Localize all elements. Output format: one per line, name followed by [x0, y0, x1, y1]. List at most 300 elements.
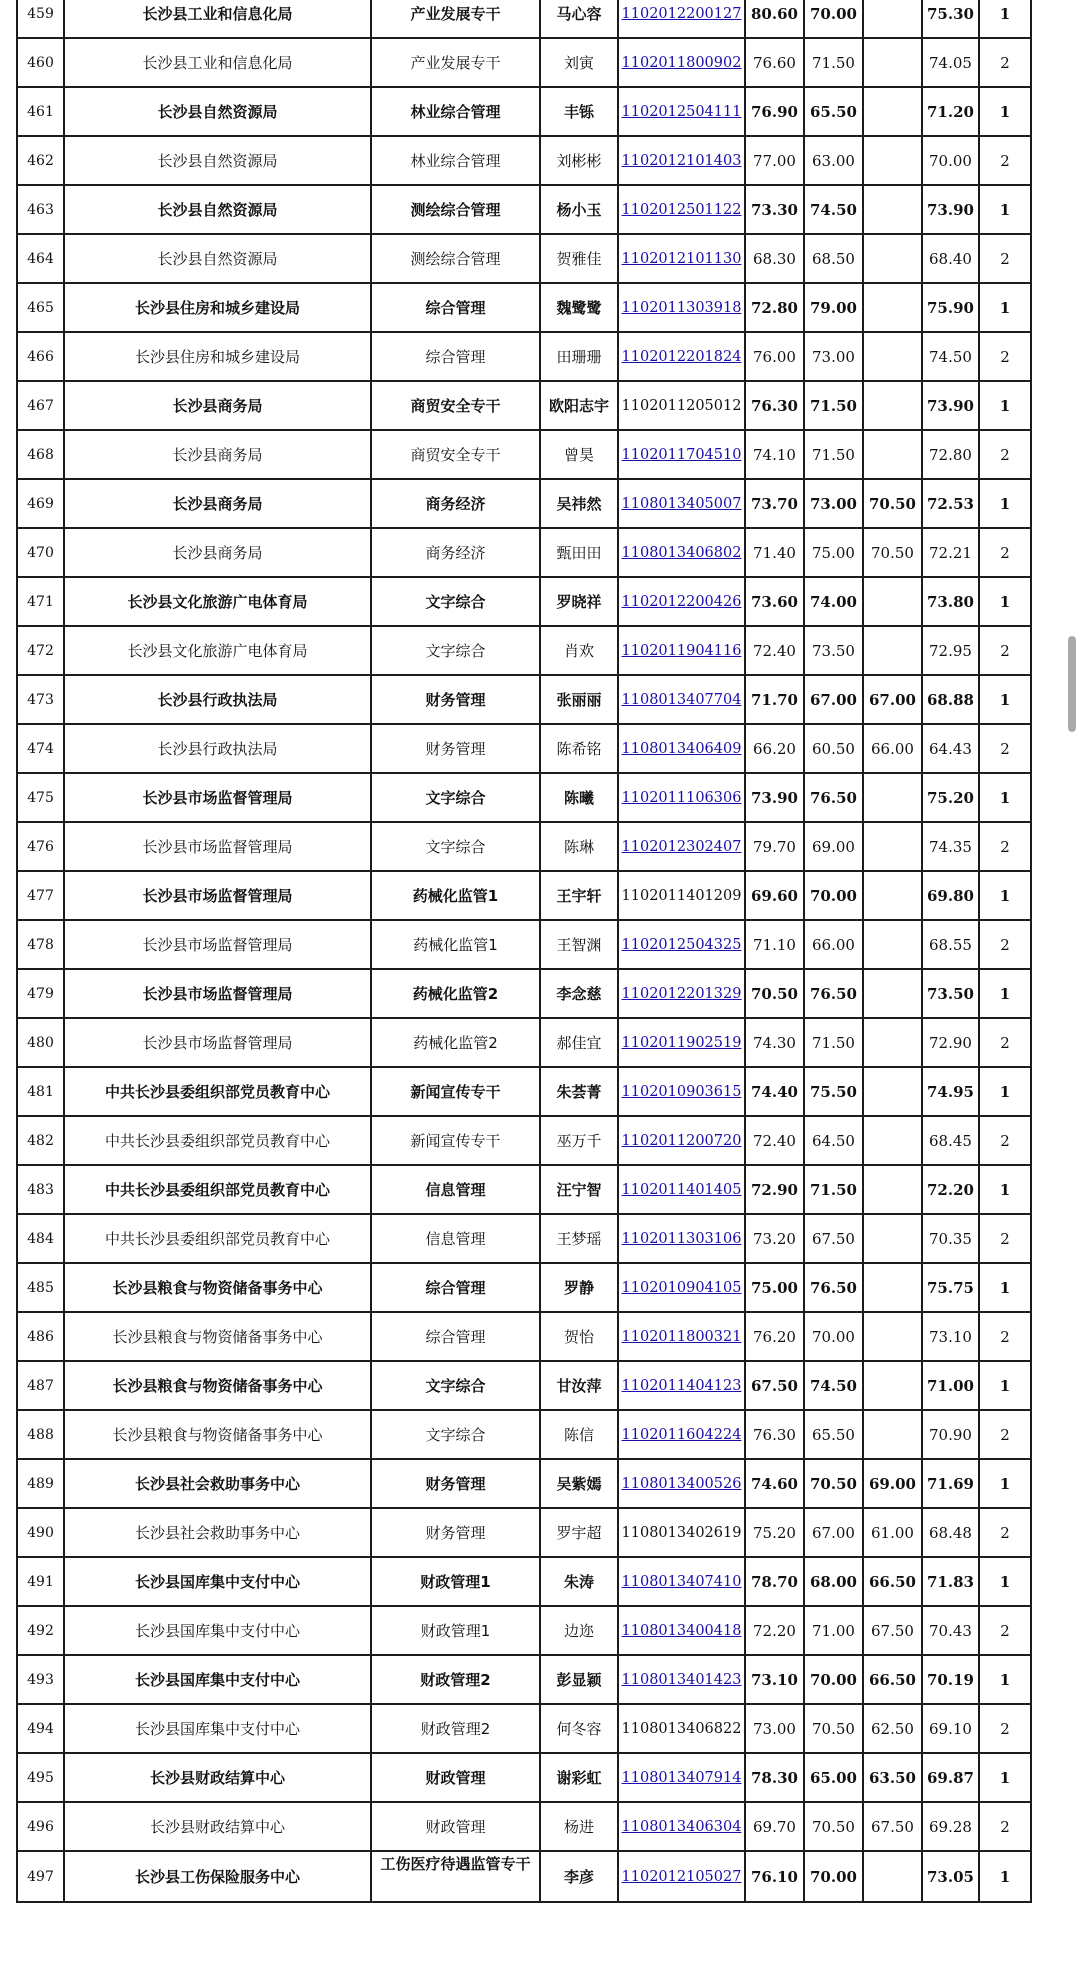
row-number-cell: 461 [17, 87, 64, 136]
written-score-cell: 77.00 [745, 136, 804, 185]
table-row [17, 1655, 1031, 1704]
professional-score-cell [863, 773, 922, 822]
employer-unit-cell: 长沙县市场监督管理局 [64, 920, 371, 969]
exam-ticket-link[interactable]: 1108013406304 [621, 1818, 742, 1835]
total-score-cell: 68.45 [922, 1116, 979, 1165]
exam-ticket-link[interactable]: 1108013400526 [621, 1475, 742, 1492]
rank-cell: 2 [979, 626, 1031, 675]
exam-ticket-number-cell [618, 773, 745, 822]
professional-score-cell [863, 87, 922, 136]
total-score-cell: 73.50 [922, 969, 979, 1018]
exam-ticket-number-cell [618, 283, 745, 332]
professional-score-cell: 67.50 [863, 1802, 922, 1851]
candidate-name-cell: 边迩 [540, 1606, 618, 1655]
written-score-cell: 72.90 [745, 1165, 804, 1214]
position-name-cell: 商务经济 [371, 528, 540, 577]
written-score-cell: 67.50 [745, 1361, 804, 1410]
table-row [17, 1067, 1031, 1116]
rank-cell: 2 [979, 1802, 1031, 1851]
row-number-cell: 481 [17, 1067, 64, 1116]
exam-ticket-link[interactable]: 1102011303106 [621, 1230, 742, 1247]
position-name-cell: 信息管理 [371, 1165, 540, 1214]
exam-ticket-link[interactable]: 1102011800902 [621, 54, 742, 71]
professional-score-cell: 66.50 [863, 1655, 922, 1704]
exam-ticket-text: 1108013406822 [621, 1720, 742, 1737]
total-score-cell: 70.19 [922, 1655, 979, 1704]
total-score-cell: 72.80 [922, 430, 979, 479]
employer-unit-cell: 长沙县自然资源局 [64, 234, 371, 283]
written-score-cell: 76.60 [745, 38, 804, 87]
exam-ticket-number-cell [618, 920, 745, 969]
table-row [17, 1851, 1031, 1902]
exam-ticket-number-cell [618, 577, 745, 626]
interview-score-cell: 73.00 [804, 479, 863, 528]
employer-unit-cell: 长沙县社会救助事务中心 [64, 1508, 371, 1557]
position-name-cell: 文字综合 [371, 626, 540, 675]
rank-cell: 2 [979, 920, 1031, 969]
employer-unit-cell: 长沙县国库集中支付中心 [64, 1557, 371, 1606]
employer-unit-cell: 中共长沙县委组织部党员教育中心 [64, 1116, 371, 1165]
table-row [17, 724, 1031, 773]
candidate-name-cell: 李彦 [540, 1851, 618, 1902]
candidate-name-cell: 巫万千 [540, 1116, 618, 1165]
table-row [17, 1459, 1031, 1508]
rank-cell: 1 [979, 0, 1031, 38]
table-row [17, 1802, 1031, 1851]
interview-score-cell: 71.50 [804, 1018, 863, 1067]
exam-ticket-link[interactable]: 1108013407914 [621, 1769, 742, 1786]
exam-ticket-number-cell [618, 871, 745, 920]
interview-score-cell: 76.50 [804, 773, 863, 822]
written-score-cell: 71.40 [745, 528, 804, 577]
row-number-cell: 475 [17, 773, 64, 822]
professional-score-cell [863, 136, 922, 185]
rank-cell: 2 [979, 1214, 1031, 1263]
row-number-cell: 489 [17, 1459, 64, 1508]
interview-score-cell: 75.00 [804, 528, 863, 577]
employer-unit-cell: 中共长沙县委组织部党员教育中心 [64, 1214, 371, 1263]
rank-cell: 1 [979, 1655, 1031, 1704]
position-name-cell: 药械化监管1 [371, 871, 540, 920]
employer-unit-cell: 长沙县商务局 [64, 381, 371, 430]
employer-unit-cell: 长沙县市场监督管理局 [64, 773, 371, 822]
exam-ticket-link[interactable]: 1108013406409 [621, 740, 742, 757]
table-row [17, 1165, 1031, 1214]
row-number-cell: 487 [17, 1361, 64, 1410]
professional-score-cell [863, 283, 922, 332]
written-score-cell: 69.60 [745, 871, 804, 920]
employer-unit-cell: 长沙县市场监督管理局 [64, 822, 371, 871]
rank-cell: 1 [979, 871, 1031, 920]
total-score-cell: 68.55 [922, 920, 979, 969]
written-score-cell: 76.90 [745, 87, 804, 136]
exam-ticket-link[interactable]: 1102012201329 [621, 985, 742, 1002]
written-score-cell: 71.10 [745, 920, 804, 969]
rank-cell: 2 [979, 1410, 1031, 1459]
table-row [17, 0, 1031, 38]
written-score-cell: 78.70 [745, 1557, 804, 1606]
professional-score-cell [863, 1116, 922, 1165]
professional-score-cell [863, 1851, 922, 1902]
candidate-name-cell: 欧阳志宇 [540, 381, 618, 430]
professional-score-cell [863, 871, 922, 920]
rank-cell: 2 [979, 1606, 1031, 1655]
exam-ticket-number-cell [618, 1312, 745, 1361]
candidate-name-cell: 丰铄 [540, 87, 618, 136]
table-row [17, 1704, 1031, 1753]
interview-score-cell: 70.00 [804, 1851, 863, 1902]
exam-ticket-link[interactable]: 1102012105027 [621, 1868, 742, 1885]
employer-unit-cell: 长沙县粮食与物资储备事务中心 [64, 1263, 371, 1312]
exam-ticket-link[interactable]: 1102010904105 [621, 1279, 742, 1296]
interview-score-cell: 71.50 [804, 1165, 863, 1214]
exam-ticket-number-cell [618, 1165, 745, 1214]
exam-ticket-number-cell [618, 479, 745, 528]
row-number-cell: 485 [17, 1263, 64, 1312]
total-score-cell: 75.30 [922, 0, 979, 38]
rank-cell: 1 [979, 675, 1031, 724]
written-score-cell: 73.90 [745, 773, 804, 822]
exam-ticket-link[interactable]: 1102011604224 [621, 1426, 742, 1443]
exam-ticket-link[interactable]: 1108013406802 [621, 544, 742, 561]
exam-ticket-text: 1108013402619 [621, 1524, 742, 1541]
employer-unit-cell: 中共长沙县委组织部党员教育中心 [64, 1165, 371, 1214]
row-number-cell: 463 [17, 185, 64, 234]
rank-cell: 2 [979, 1018, 1031, 1067]
total-score-cell: 75.90 [922, 283, 979, 332]
exam-ticket-link[interactable]: 1102012101403 [621, 152, 742, 169]
exam-ticket-link[interactable]: 1102012302407 [621, 838, 742, 855]
position-name-cell: 林业综合管理 [371, 136, 540, 185]
exam-ticket-link[interactable]: 1108013407410 [621, 1573, 742, 1590]
candidate-name-cell: 田珊珊 [540, 332, 618, 381]
row-number-cell: 472 [17, 626, 64, 675]
written-score-cell: 73.30 [745, 185, 804, 234]
employer-unit-cell: 长沙县粮食与物资储备事务中心 [64, 1361, 371, 1410]
total-score-cell: 70.43 [922, 1606, 979, 1655]
professional-score-cell [863, 430, 922, 479]
exam-ticket-number-cell [618, 38, 745, 87]
table-row [17, 1410, 1031, 1459]
total-score-cell: 69.28 [922, 1802, 979, 1851]
exam-ticket-number-cell [618, 136, 745, 185]
exam-ticket-link[interactable]: 1102012504325 [621, 936, 742, 953]
exam-ticket-link[interactable]: 1102012200426 [621, 593, 742, 610]
exam-ticket-number-cell [618, 1067, 745, 1116]
rank-cell: 1 [979, 773, 1031, 822]
total-score-cell: 69.80 [922, 871, 979, 920]
position-name-cell: 综合管理 [371, 1263, 540, 1312]
total-score-cell: 68.88 [922, 675, 979, 724]
total-score-cell: 71.00 [922, 1361, 979, 1410]
interview-score-cell: 76.50 [804, 969, 863, 1018]
table-row [17, 871, 1031, 920]
candidate-name-cell: 谢彩虹 [540, 1753, 618, 1802]
total-score-cell: 72.95 [922, 626, 979, 675]
employer-unit-cell: 长沙县自然资源局 [64, 185, 371, 234]
row-number-cell: 467 [17, 381, 64, 430]
professional-score-cell [863, 0, 922, 38]
professional-score-cell [863, 381, 922, 430]
exam-ticket-link[interactable]: 1108013400418 [621, 1622, 742, 1639]
exam-ticket-number-cell [618, 1018, 745, 1067]
exam-ticket-link[interactable]: 1102011404123 [621, 1377, 742, 1394]
table-row [17, 1361, 1031, 1410]
rank-cell: 1 [979, 1459, 1031, 1508]
position-name-cell: 文字综合 [371, 577, 540, 626]
employer-unit-cell: 长沙县文化旅游广电体育局 [64, 577, 371, 626]
rank-cell: 2 [979, 38, 1031, 87]
rank-cell: 2 [979, 1116, 1031, 1165]
position-name-cell: 财务管理 [371, 724, 540, 773]
row-number-cell: 484 [17, 1214, 64, 1263]
candidate-name-cell: 马心容 [540, 0, 618, 38]
exam-ticket-link[interactable]: 1102012201824 [621, 348, 742, 365]
position-name-cell: 信息管理 [371, 1214, 540, 1263]
exam-ticket-link[interactable]: 1102012101130 [621, 250, 742, 267]
total-score-cell: 68.40 [922, 234, 979, 283]
table-row [17, 528, 1031, 577]
employer-unit-cell: 长沙县自然资源局 [64, 136, 371, 185]
exam-ticket-number-cell [618, 430, 745, 479]
total-score-cell: 70.90 [922, 1410, 979, 1459]
interview-score-cell: 70.50 [804, 1459, 863, 1508]
candidate-name-cell: 朱涛 [540, 1557, 618, 1606]
exam-ticket-number-cell [618, 528, 745, 577]
written-score-cell: 76.10 [745, 1851, 804, 1902]
exam-ticket-link[interactable]: 1108013401423 [621, 1671, 742, 1688]
row-number-cell: 460 [17, 38, 64, 87]
written-score-cell: 76.30 [745, 381, 804, 430]
row-number-cell: 486 [17, 1312, 64, 1361]
candidate-name-cell: 李念慈 [540, 969, 618, 1018]
exam-ticket-link[interactable]: 1102011904116 [621, 642, 742, 659]
candidate-name-cell: 甄田田 [540, 528, 618, 577]
candidate-name-cell: 吴紫嫣 [540, 1459, 618, 1508]
rank-cell: 2 [979, 234, 1031, 283]
table-row [17, 87, 1031, 136]
interview-score-cell: 68.50 [804, 234, 863, 283]
professional-score-cell [863, 185, 922, 234]
employer-unit-cell: 长沙县国库集中支付中心 [64, 1655, 371, 1704]
rank-cell: 1 [979, 1557, 1031, 1606]
employer-unit-cell: 长沙县粮食与物资储备事务中心 [64, 1410, 371, 1459]
professional-score-cell [863, 822, 922, 871]
rank-cell: 1 [979, 1165, 1031, 1214]
candidate-name-cell: 刘寅 [540, 38, 618, 87]
position-name-cell: 财政管理2 [371, 1655, 540, 1704]
table-row [17, 577, 1031, 626]
vertical-scrollbar-thumb[interactable] [1068, 636, 1076, 732]
exam-ticket-link[interactable]: 1108013405007 [621, 495, 742, 512]
candidate-name-cell: 陈信 [540, 1410, 618, 1459]
exam-ticket-number-cell [618, 626, 745, 675]
exam-ticket-link[interactable]: 1102012504111 [621, 103, 742, 120]
employer-unit-cell: 长沙县住房和城乡建设局 [64, 332, 371, 381]
position-name-cell: 财务管理 [371, 1508, 540, 1557]
employer-unit-cell: 长沙县文化旅游广电体育局 [64, 626, 371, 675]
professional-score-cell [863, 577, 922, 626]
interview-score-cell: 60.50 [804, 724, 863, 773]
written-score-cell: 79.70 [745, 822, 804, 871]
interview-score-cell: 65.50 [804, 87, 863, 136]
table-row [17, 38, 1031, 87]
interview-score-cell: 65.00 [804, 1753, 863, 1802]
table-row [17, 479, 1031, 528]
table-row [17, 1018, 1031, 1067]
results-table [16, 0, 1032, 1903]
employer-unit-cell: 长沙县财政结算中心 [64, 1802, 371, 1851]
position-name-cell: 药械化监管2 [371, 1018, 540, 1067]
written-score-cell: 78.30 [745, 1753, 804, 1802]
candidate-name-cell: 罗静 [540, 1263, 618, 1312]
candidate-name-cell: 王智渊 [540, 920, 618, 969]
exam-ticket-number-cell [618, 234, 745, 283]
professional-score-cell: 63.50 [863, 1753, 922, 1802]
candidate-name-cell: 王宇轩 [540, 871, 618, 920]
exam-ticket-link[interactable]: 1102012501122 [621, 201, 742, 218]
table-row [17, 1312, 1031, 1361]
interview-score-cell: 71.50 [804, 430, 863, 479]
row-number-cell: 482 [17, 1116, 64, 1165]
exam-ticket-link[interactable]: 1102011200720 [621, 1132, 742, 1149]
candidate-name-cell: 贺怡 [540, 1312, 618, 1361]
position-name-cell: 商务经济 [371, 479, 540, 528]
written-score-cell: 76.30 [745, 1410, 804, 1459]
interview-score-cell: 70.00 [804, 0, 863, 38]
written-score-cell: 80.60 [745, 0, 804, 38]
interview-score-cell: 68.00 [804, 1557, 863, 1606]
results-table-body [17, 0, 1031, 1902]
total-score-cell: 72.20 [922, 1165, 979, 1214]
table-row [17, 969, 1031, 1018]
exam-ticket-number-cell [618, 675, 745, 724]
position-name-cell: 新闻宣传专干 [371, 1116, 540, 1165]
candidate-name-cell: 杨进 [540, 1802, 618, 1851]
position-name-cell: 新闻宣传专干 [371, 1067, 540, 1116]
exam-ticket-number-cell [618, 185, 745, 234]
position-name-cell: 财政管理2 [371, 1704, 540, 1753]
total-score-cell: 71.69 [922, 1459, 979, 1508]
written-score-cell: 75.00 [745, 1263, 804, 1312]
table-row [17, 1214, 1031, 1263]
exam-ticket-number-cell [618, 1410, 745, 1459]
position-name-cell: 林业综合管理 [371, 87, 540, 136]
total-score-cell: 73.80 [922, 577, 979, 626]
position-name-cell: 产业发展专干 [371, 0, 540, 38]
candidate-name-cell: 甘汝萍 [540, 1361, 618, 1410]
exam-ticket-text: 1102011205012 [621, 397, 742, 414]
row-number-cell: 471 [17, 577, 64, 626]
candidate-name-cell: 吴祎然 [540, 479, 618, 528]
professional-score-cell [863, 920, 922, 969]
total-score-cell: 69.87 [922, 1753, 979, 1802]
position-name-cell: 工伤医疗待遇监管专干 [371, 1851, 540, 1902]
employer-unit-cell: 中共长沙县委组织部党员教育中心 [64, 1067, 371, 1116]
rank-cell: 2 [979, 528, 1031, 577]
written-score-cell: 73.60 [745, 577, 804, 626]
written-score-cell: 76.20 [745, 1312, 804, 1361]
exam-ticket-link[interactable]: 1102012200127 [621, 5, 742, 22]
candidate-name-cell: 郝佳宜 [540, 1018, 618, 1067]
exam-ticket-link[interactable]: 1108013407704 [621, 691, 742, 708]
results-table-container [16, 0, 1030, 1903]
exam-ticket-number-cell [618, 1557, 745, 1606]
rank-cell: 2 [979, 332, 1031, 381]
row-number-cell: 483 [17, 1165, 64, 1214]
interview-score-cell: 71.00 [804, 1606, 863, 1655]
written-score-cell: 75.20 [745, 1508, 804, 1557]
interview-score-cell: 70.00 [804, 1655, 863, 1704]
interview-score-cell: 71.50 [804, 38, 863, 87]
position-name-cell: 文字综合 [371, 1361, 540, 1410]
employer-unit-cell: 长沙县行政执法局 [64, 724, 371, 773]
written-score-cell: 73.10 [745, 1655, 804, 1704]
exam-ticket-number-cell [618, 1116, 745, 1165]
position-name-cell: 财政管理 [371, 1753, 540, 1802]
total-score-cell: 69.10 [922, 1704, 979, 1753]
exam-ticket-number-cell [618, 1508, 745, 1557]
exam-ticket-number-cell [618, 1851, 745, 1902]
written-score-cell: 71.70 [745, 675, 804, 724]
candidate-name-cell: 朱荟菁 [540, 1067, 618, 1116]
exam-ticket-link[interactable]: 1102011401405 [621, 1181, 742, 1198]
total-score-cell: 70.35 [922, 1214, 979, 1263]
rank-cell: 1 [979, 283, 1031, 332]
professional-score-cell [863, 1361, 922, 1410]
total-score-cell: 71.20 [922, 87, 979, 136]
total-score-cell: 72.90 [922, 1018, 979, 1067]
exam-ticket-link[interactable]: 1102010903615 [621, 1083, 742, 1100]
professional-score-cell [863, 1263, 922, 1312]
candidate-name-cell: 刘彬彬 [540, 136, 618, 185]
position-name-cell: 财政管理1 [371, 1606, 540, 1655]
exam-ticket-link[interactable]: 1102011704510 [621, 446, 742, 463]
rank-cell: 2 [979, 1312, 1031, 1361]
candidate-name-cell: 罗晓祥 [540, 577, 618, 626]
exam-ticket-link[interactable]: 1102011303918 [621, 299, 742, 316]
position-name-cell: 文字综合 [371, 822, 540, 871]
rank-cell: 1 [979, 1361, 1031, 1410]
written-score-cell: 73.20 [745, 1214, 804, 1263]
interview-score-cell: 67.00 [804, 1508, 863, 1557]
professional-score-cell: 66.00 [863, 724, 922, 773]
exam-ticket-link[interactable]: 1102011902519 [621, 1034, 742, 1051]
exam-ticket-link[interactable]: 1102011106306 [621, 789, 742, 806]
written-score-cell: 74.10 [745, 430, 804, 479]
total-score-cell: 75.20 [922, 773, 979, 822]
interview-score-cell: 69.00 [804, 822, 863, 871]
professional-score-cell [863, 1067, 922, 1116]
exam-ticket-link[interactable]: 1102011800321 [621, 1328, 742, 1345]
written-score-cell: 74.30 [745, 1018, 804, 1067]
interview-score-cell: 70.50 [804, 1802, 863, 1851]
total-score-cell: 74.95 [922, 1067, 979, 1116]
professional-score-cell [863, 1312, 922, 1361]
exam-ticket-number-cell [618, 1655, 745, 1704]
position-name-cell: 文字综合 [371, 1410, 540, 1459]
written-score-cell: 74.60 [745, 1459, 804, 1508]
table-row [17, 1557, 1031, 1606]
row-number-cell: 479 [17, 969, 64, 1018]
position-name-cell: 综合管理 [371, 1312, 540, 1361]
table-row [17, 234, 1031, 283]
row-number-cell: 459 [17, 0, 64, 38]
row-number-cell: 496 [17, 1802, 64, 1851]
row-number-cell: 490 [17, 1508, 64, 1557]
interview-score-cell: 70.00 [804, 871, 863, 920]
table-row [17, 1508, 1031, 1557]
